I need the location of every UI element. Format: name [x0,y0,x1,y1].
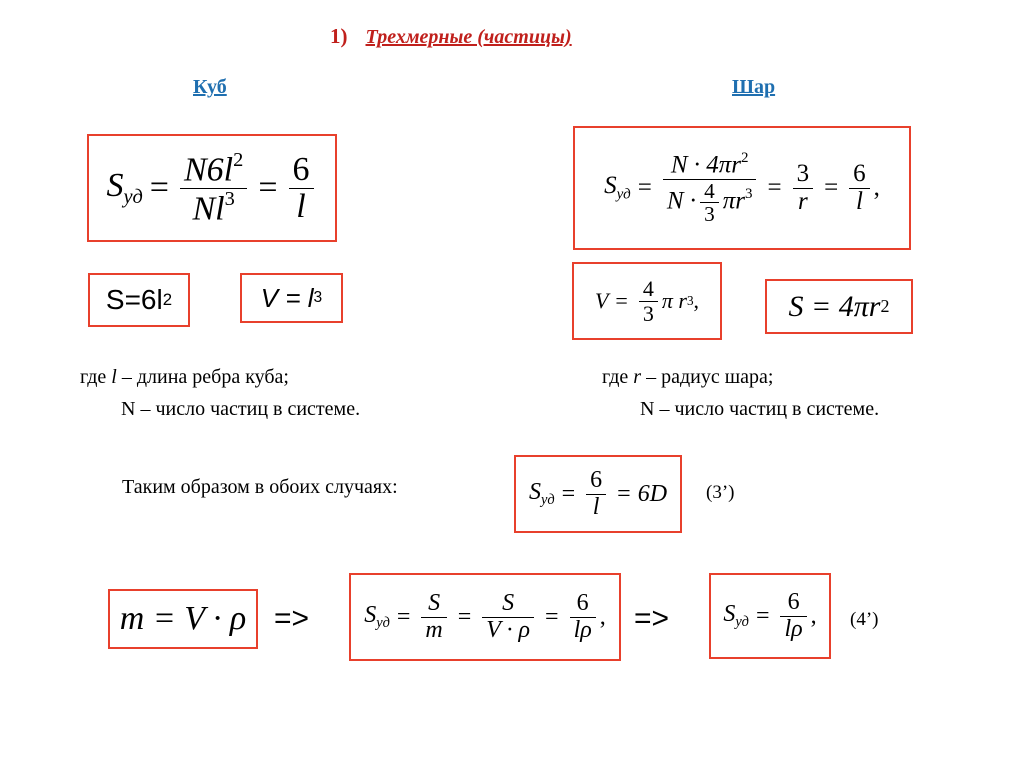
specific-surface-chain-formula: $S_{уд}$ = $\frac{S}{m}$ = $\frac{S}{V \cdot \rho}$ = $\frac{6}{l\rho}$ , [349,573,621,661]
sphere-heading: Шар [732,76,776,98]
equation-label-4: (4’) [850,609,879,630]
title-number: 1) [330,24,348,48]
equation-label-3: (3’) [706,482,735,503]
cube-heading: Куб [193,76,227,98]
slide-title [330,24,572,49]
summary-text: Таким образом в обоих случаях: [122,476,398,498]
implies-arrow-1: => [274,602,310,635]
summary-formula: $S_{уд}$ = $\frac{6}{l}$ = 6D [514,455,682,533]
final-specific-surface-formula: $S_{уд}$ = $\frac{6}{l\rho}$ , [709,573,831,659]
title-text: Трехмерные (частицы) [365,26,572,48]
sphere-volume-formula: V = $\frac{4}{3}$ π r 3 , [572,262,722,340]
cube-area-formula: S=6l 2 [88,273,190,327]
sphere-description-line2: N – число частиц в системе. [640,398,880,420]
sphere-specific-surface-formula: $S_{уд}$ = $N \cdot 4\pi r^2$ N · $\frac{4}{3}$ $\pi r^3$ = $\frac{3}{r}$ = $\frac{6}{l}$ , [573,126,911,250]
mass-formula: m = V · ρ [108,589,258,649]
sphere-description-line1: где r – радиус шара; [602,366,774,388]
cube-volume-formula: V = l 3 [240,273,343,323]
cube-description-line1: где l – длина ребра куба; [80,366,289,388]
implies-arrow-2: => [634,602,670,635]
cube-description-line2: N – число частиц в системе. [121,398,361,420]
cube-specific-surface-formula: $S_{уд}$ = $\frac{N6l^2}{Nl^3}$ = $\frac{6}{l}$ [87,134,337,242]
sphere-area-formula: S = 4πr 2 [765,279,913,334]
